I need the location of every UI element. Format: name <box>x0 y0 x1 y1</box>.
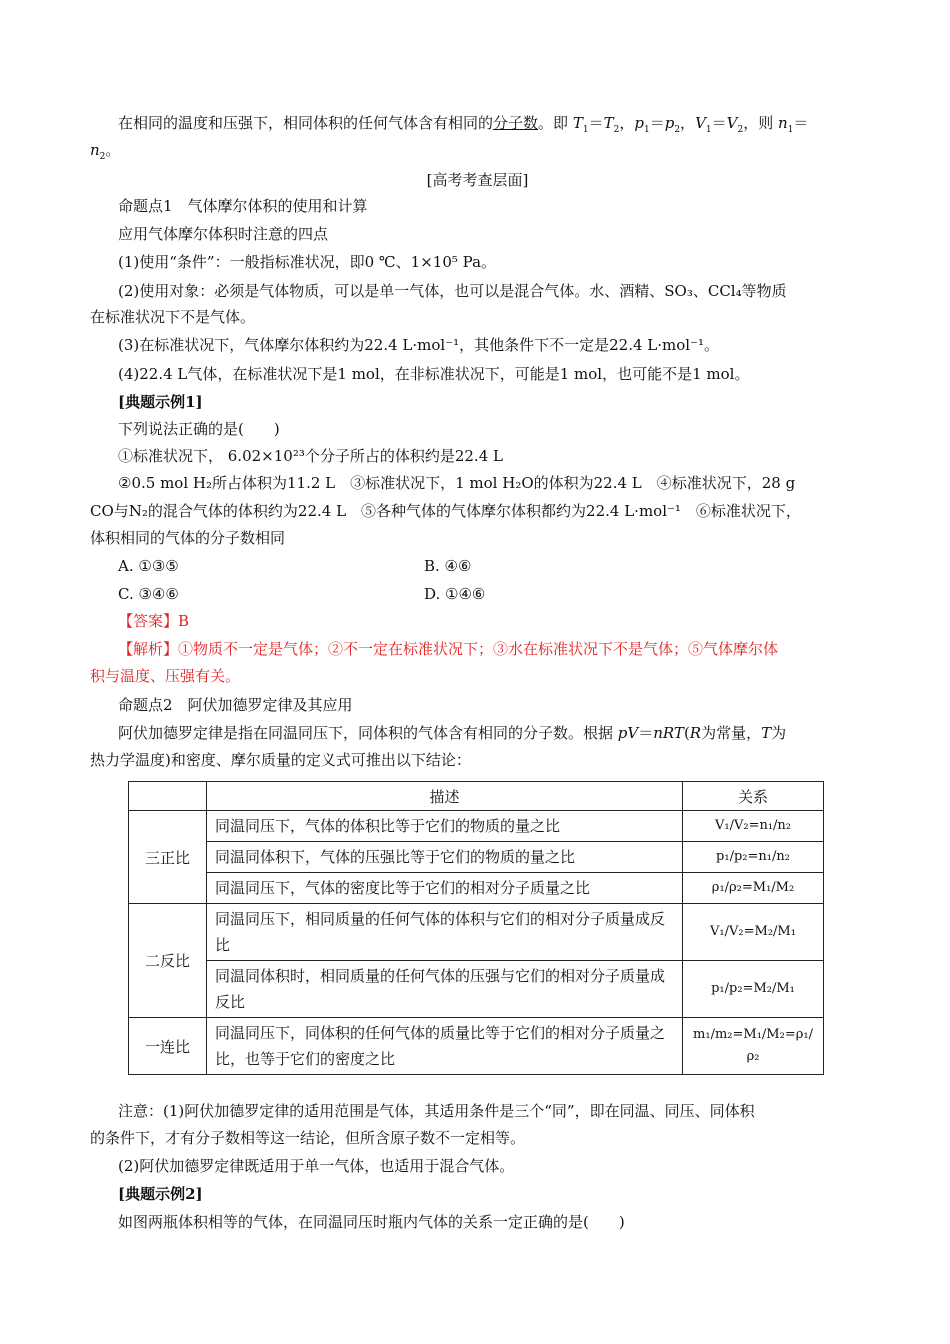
table-row <box>129 842 824 873</box>
point1-item2-line1: (2)使用对象：必须是气体物质，可以是单一气体，也可以是混合气体。水、酒精、SO₃、CCl₄等物质 <box>118 282 787 300</box>
point2-intro-line-1: 阿伏加德罗定律是指在同温同压下，同体积的气体含有相同的分子数。根据 pV＝nRT(R为常量，T为 <box>118 724 787 742</box>
section-header: [高考考查层面] <box>426 171 529 189</box>
answer-line: 【答案】B <box>118 612 190 630</box>
example2-question: 如图两瓶体积相等的气体，在同温同压时瓶内气体的关系一定正确的是( ) <box>118 1213 625 1231</box>
example1-question: 下列说法正确的是( ) <box>118 420 280 438</box>
table-cell-relation: V₁/V₂=M₂/M₁ <box>683 904 824 961</box>
table-cell-description: 同温同压下，同体积的任何气体的质量比等于它们的相对分子质量之比，也等于它们的密度之比 <box>207 1018 683 1075</box>
underlined-term: 分子数 <box>493 114 539 132</box>
point1-item2-line2: 在标准状况下不是气体。 <box>90 308 256 326</box>
intro-line-2: $n_2$。 <box>90 141 121 162</box>
example1-label: [典题示例1] <box>118 393 203 411</box>
point1-item4: (4)22.4 L气体，在标准状况下是1 mol，在非标准状况下，可能是1 mol，也可能不是1 mol。 <box>118 365 750 383</box>
table-cell-relation: V₁/V₂=n₁/n₂ <box>683 811 824 842</box>
table-header-row <box>129 782 824 811</box>
avogadro-relations-table <box>128 781 824 1075</box>
table-header-empty <box>129 782 207 811</box>
analysis-line-2: 积与温度、压强有关。 <box>90 667 241 685</box>
analysis-line-1: 【解析】①物质不一定是气体；②不一定在标准状况下；③水在标准状况下不是气体；⑤气体摩尔体 <box>118 640 779 658</box>
table-row <box>129 811 824 842</box>
table-cell-relation: ρ₁/ρ₂=M₁/M₂ <box>683 873 824 904</box>
table-header-description: 描述 <box>207 782 683 811</box>
table-cell-description: 同温同体积时，相同质量的任何气体的压强与它们的相对分子质量成反比 <box>207 961 683 1018</box>
point2-intro-line-2: 热力学温度)和密度、摩尔质量的定义式可推出以下结论： <box>90 751 471 769</box>
example1-statement-1: ①标准状况下， 6.02×10²³个分子所占的体积约是22.4 L <box>118 447 503 465</box>
table-row <box>129 961 824 1018</box>
table-row <box>129 904 824 961</box>
intro-line-1: 在相同的温度和压强下，相同体积的任何气体含有相同的分子数。即 $T_1=T_2$，$p_1=p_2$，$V_1=V_2$，则 $n_1=$ <box>118 114 809 135</box>
example1-statement-4: 体积相同的气体的分子数相同 <box>90 529 286 547</box>
example1-statement-2: ②0.5 mol H₂所占体积为11.2 L ③标准状况下，1 mol H₂O的体积为22.4 L ④标准状况下，28 g <box>118 474 796 492</box>
point1-title: 命题点1 气体摩尔体积的使用和计算 <box>118 197 368 215</box>
note-1-line-2: 的条件下，才有分子数相等这一结论，但所含原子数不一定相等。 <box>90 1129 526 1147</box>
point1-item3: (3)在标准状况下，气体摩尔体积约为22.4 L·mol⁻¹，其他条件下不一定是22.4 L·mol⁻¹。 <box>118 336 720 354</box>
table-cell-relation: p₁/p₂=M₂/M₁ <box>683 961 824 1018</box>
table-header-relation: 关系 <box>683 782 824 811</box>
point1-item1: (1)使用“条件”：一般指标准状况，即0 ℃、1×10⁵ Pa。 <box>118 253 497 271</box>
note-2: (2)阿伏加德罗定律既适用于单一气体，也适用于混合气体。 <box>118 1157 515 1175</box>
note-1-line-1: 注意：(1)阿伏加德罗定律的适用范围是气体，其适用条件是三个“同”，即在同温、同压、同体积 <box>118 1102 755 1120</box>
option-c: C. ③④⑥ <box>118 585 179 603</box>
point2-title: 命题点2 阿伏加德罗定律及其应用 <box>118 696 353 714</box>
table-row <box>129 873 824 904</box>
group-inverse-proportion: 二反比 <box>129 904 207 1018</box>
table-cell-description: 同温同体积下，气体的压强比等于它们的物质的量之比 <box>207 842 683 873</box>
table-cell-description: 同温同压下，气体的体积比等于它们的物质的量之比 <box>207 811 683 842</box>
option-b: B. ④⑥ <box>424 557 472 575</box>
group-direct-proportion: 三正比 <box>129 811 207 904</box>
table-row <box>129 1018 824 1075</box>
example2-label: [典题示例2] <box>118 1185 203 1203</box>
point1-subtitle: 应用气体摩尔体积时注意的四点 <box>118 225 329 243</box>
table-cell-description: 同温同压下，气体的密度比等于它们的相对分子质量之比 <box>207 873 683 904</box>
table-cell-relation: m₁/m₂=M₁/M₂=ρ₁/ρ₂ <box>683 1018 824 1075</box>
group-chain-ratio: 一连比 <box>129 1018 207 1075</box>
table-cell-description: 同温同压下，相同质量的任何气体的体积与它们的相对分子质量成反比 <box>207 904 683 961</box>
option-d: D. ①④⑥ <box>424 585 486 603</box>
intro-text: 在相同的温度和压强下，相同体积的任何气体含有相同的 <box>118 114 494 132</box>
option-a: A. ①③⑤ <box>118 557 179 575</box>
example1-statement-3: CO与N₂的混合气体的体积约为22.4 L ⑤各种气体的气体摩尔体积都约为22.4 L·mol⁻¹ ⑥标准状况下， <box>90 502 801 520</box>
table-cell-relation: p₁/p₂=n₁/n₂ <box>683 842 824 873</box>
